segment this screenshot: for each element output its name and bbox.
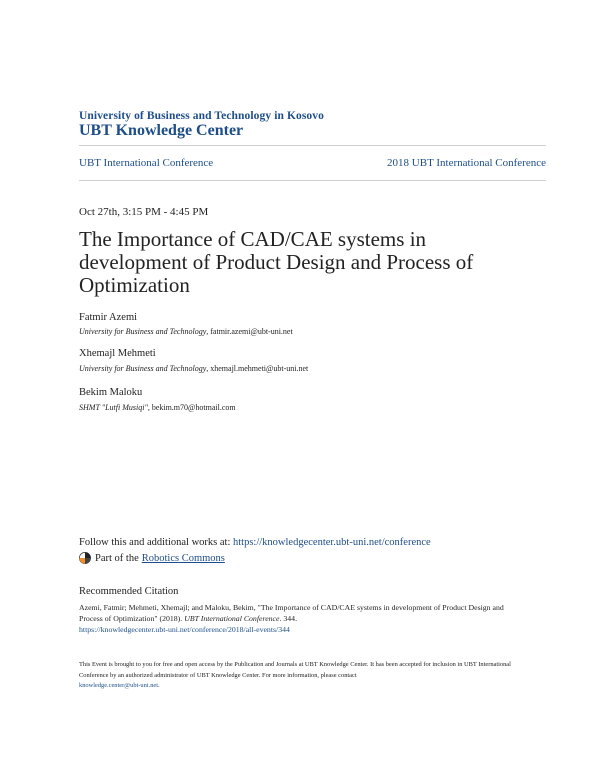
author-name: Xhemajl Mehmeti [79,348,156,359]
affiliation-name: University for Business and Technology [79,364,207,373]
repository-name[interactable]: UBT Knowledge Center [79,122,244,139]
citation-body [79,602,519,635]
citation-suffix: . 344. [279,614,298,623]
part-of-label: Part of the [95,552,139,564]
follow-line [79,537,431,548]
follow-link[interactable]: https://knowledgecenter.ubt-uni.net/conference [233,537,431,548]
contact-email-link[interactable]: knowledge.center@ubt-uni.net [79,682,158,689]
affiliation-name: University for Business and Technology [79,327,207,336]
event-datetime: Oct 27th, 3:15 PM - 4:45 PM [79,206,209,218]
author-name: Fatmir Azemi [79,312,138,323]
author-email: , fatmir.azemi@ubt-uni.net [206,327,293,336]
institution-name[interactable]: University of Business and Technology in Kosovo [79,110,324,122]
bepress-commons-icon [79,552,91,564]
author-email: , bekim.m70@hotmail.com [147,403,236,412]
part-of-line [79,552,225,564]
event-series-link[interactable]: 2018 UBT International Conference [387,157,546,169]
commons-link[interactable]: Robotics Commons [141,552,225,564]
document-title: The Importance of CAD/CAE systems in development of Product Design and Process of Optimization [79,227,474,297]
author-affiliation [79,403,236,412]
author-affiliation [79,364,308,373]
citation-venue: UBT International Conference [184,614,280,623]
follow-label: Follow this and additional works at: [79,537,233,548]
affiliation-name: SHMT "Lutfi Musiqi" [79,403,148,412]
bottom-divider [79,180,546,181]
top-divider [79,145,546,146]
citation-heading: Recommended Citation [79,586,179,597]
author-name: Bekim Maloku [79,387,143,398]
author-affiliation [79,327,293,336]
notice-text: This Event is brought to you for free and open access by the Publication and Journals at UBT Knowledge Center. It has been accepted for inclusion in UBT International Conference by an authorized administrator of UBT Knowledge Center. For more information, please contact [79,661,511,679]
notice-end: . [158,682,160,689]
access-notice [79,660,524,692]
citation-link[interactable]: https://knowledgecenter.ubt-uni.net/conference/2018/all-events/344 [79,625,290,634]
citation-text: Azemi, Fatmir; Mehmeti, Xhemajl; and Maloku, Bekim, "The Importance of CAD/CAE systems in development of Product Design and Process of Optimization" (2018). [79,603,504,623]
collection-link[interactable]: UBT International Conference [79,157,214,169]
author-email: , xhemajl.mehmeti@ubt-uni.net [206,364,309,373]
